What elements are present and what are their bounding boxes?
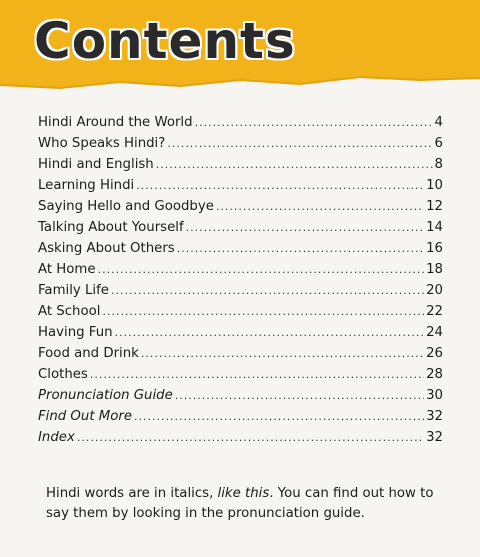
toc-entry [38, 283, 443, 304]
toc-entry [38, 262, 443, 283]
toc-entry-label: Clothes [38, 367, 88, 382]
toc-entry [38, 199, 443, 220]
toc-entry-page: 32 [426, 430, 443, 445]
toc-entry [38, 346, 443, 367]
toc-entry-label: Asking About Others [38, 241, 175, 256]
note-text-start: Hindi words are in italics, [46, 486, 218, 501]
toc-entry-label: Pronunciation Guide [38, 388, 173, 403]
dot-leader [216, 200, 424, 213]
toc-entry-page: 22 [426, 304, 443, 319]
toc-entry-label: Find Out More [38, 409, 133, 424]
dot-leader [141, 347, 424, 360]
toc-entry [38, 304, 443, 325]
toc-entry-label: Food and Drink [38, 346, 139, 361]
toc-entry [38, 115, 443, 136]
dot-leader [98, 263, 425, 276]
toc-entry [38, 430, 443, 451]
toc-entry-label: Who Speaks Hindi? [38, 136, 166, 151]
toc-entry-label: At Home [38, 262, 96, 277]
toc-entry-page: 28 [426, 367, 443, 382]
dot-leader [167, 137, 432, 150]
toc-entry-page: 10 [426, 178, 443, 193]
note-italic-example: like this [217, 486, 270, 501]
toc-entry-page: 30 [426, 388, 443, 403]
table-of-contents [38, 115, 443, 451]
toc-entry [38, 409, 443, 430]
dot-leader [175, 389, 424, 402]
toc-entry [38, 325, 443, 346]
toc-entry-label: Learning Hindi [38, 178, 135, 193]
toc-entry-page: 8 [434, 157, 443, 172]
dot-leader [134, 410, 424, 423]
toc-entry-label: Family Life [38, 283, 109, 298]
toc-entry-label: At School [38, 304, 101, 319]
toc-entry-label: Hindi and English [38, 157, 154, 172]
dot-leader [136, 179, 424, 192]
toc-entry [38, 388, 443, 409]
dot-leader [111, 284, 424, 297]
italics-note [46, 484, 446, 524]
toc-entry [38, 178, 443, 199]
toc-entry-page: 16 [426, 241, 443, 256]
toc-entry-label: Talking About Yourself [38, 220, 184, 235]
toc-entry [38, 241, 443, 262]
toc-entry-page: 6 [434, 136, 443, 151]
toc-entry-label: Saying Hello and Goodbye [38, 199, 214, 214]
toc-entry [38, 367, 443, 388]
note-text-end: . You can find out how to say them by looking in the pronunciation guide. [46, 486, 434, 521]
dot-leader [90, 368, 424, 381]
toc-entry-page: 24 [426, 325, 443, 340]
toc-entry-label: Having Fun [38, 325, 113, 340]
page-title: Contents [34, 12, 296, 70]
dot-leader [77, 431, 424, 444]
toc-entry-page: 20 [426, 283, 443, 298]
dot-leader [177, 242, 424, 255]
toc-entry-page: 12 [426, 199, 443, 214]
toc-entry-page: 14 [426, 220, 443, 235]
toc-entry [38, 157, 443, 178]
dot-leader [186, 221, 424, 234]
toc-entry-page: 18 [426, 262, 443, 277]
dot-leader [115, 326, 424, 339]
toc-entry-page: 26 [426, 346, 443, 361]
toc-entry [38, 136, 443, 157]
dot-leader [156, 158, 433, 171]
dot-leader [195, 116, 433, 129]
dot-leader [102, 305, 424, 318]
toc-entry-label: Index [38, 430, 75, 445]
toc-entry [38, 220, 443, 241]
toc-entry-page: 4 [434, 115, 443, 130]
toc-entry-label: Hindi Around the World [38, 115, 193, 130]
toc-entry-page: 32 [426, 409, 443, 424]
